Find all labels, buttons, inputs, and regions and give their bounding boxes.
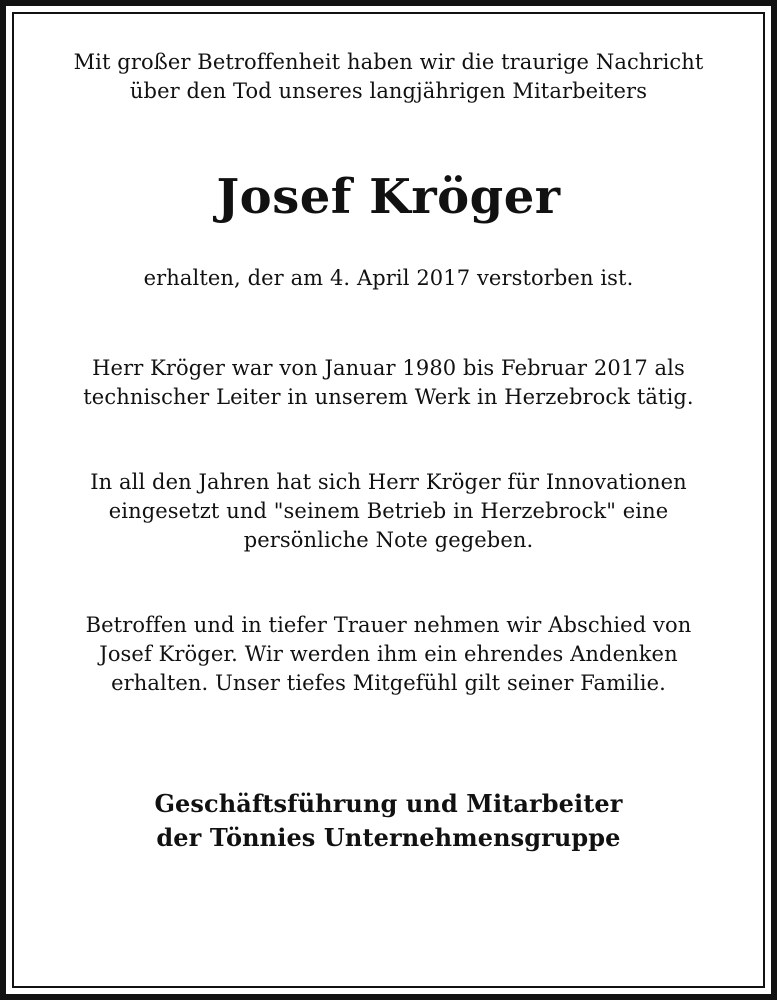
intro-line-2: über den Tod unseres langjährigen Mitarbeiters [129, 79, 648, 103]
deceased-name: Josef Kröger [216, 169, 561, 225]
farewell-line-3: erhalten. Unser tiefes Mitgefühl gilt seiner Familie. [111, 671, 666, 695]
innovation-paragraph [20, 468, 757, 555]
obituary-notice [20, 48, 757, 855]
intro-line-1: Mit großer Betroffenheit haben wir die traurige Nachricht [73, 50, 704, 74]
career-line-1: Herr Kröger war von Januar 1980 bis Februar 2017 als [92, 356, 685, 380]
innovation-line-3: persönliche Note gegeben. [243, 528, 534, 552]
innovation-line-1: In all den Jahren hat sich Herr Kröger für Innovationen [90, 470, 687, 494]
death-date-line [20, 264, 757, 293]
career-paragraph [20, 354, 757, 412]
farewell-line-1: Betroffen und in tiefer Trauer nehmen wir Abschied von [85, 613, 692, 637]
innovation-line-2: eingesetzt und "seinem Betrieb in Herzebrock" eine [108, 499, 669, 523]
signature-block [20, 787, 757, 855]
signature-line-1: Geschäftsführung und Mitarbeiter [154, 789, 623, 818]
signature-line-2: der Tönnies Unternehmensgruppe [156, 823, 621, 852]
farewell-line-2: Josef Kröger. Wir werden ihm ein ehrendes Andenken [99, 642, 678, 666]
death-date-text: erhalten, der am 4. April 2017 verstorben ist. [143, 266, 634, 290]
career-line-2: technischer Leiter in unserem Werk in Herzebrock tätig. [83, 385, 694, 409]
intro-paragraph [20, 48, 757, 106]
farewell-paragraph [20, 611, 757, 698]
